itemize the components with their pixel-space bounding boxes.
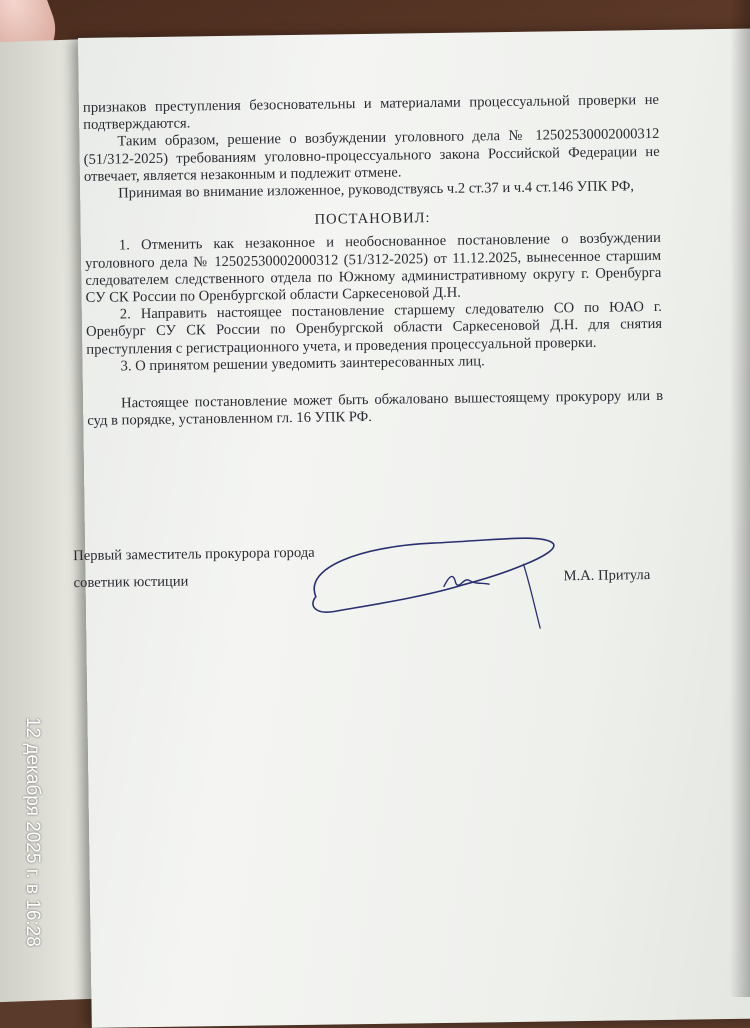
photo-timestamp: 12 декабря 2025 г. в 16:28 [22,717,43,947]
paragraph-conclusion: Таким образом, решение о возбуждении уголовного дела № 12502530002000312 (51/312-2025) требованиям уголовно-процессуального закона Российской Федерации не отвечает, является незаконным и подлежит отмене. [83,126,660,185]
appeal-paragraph: Настоящее постановление может быть обжаловано вышестоящему прокурору или в суд в порядке, установленном гл. 16 УПК РФ. [87,387,664,430]
signature-block [73,540,684,629]
page-edge-shadow [730,0,750,997]
signatory-name: М.А. Притула [563,567,651,585]
signatory-rank: советник юстиции [73,573,189,592]
resolution-heading: ПОСТАНОВИЛ: [314,210,431,228]
document-body [83,92,664,430]
resolution-item-3: 3. О принятом решении уведомить заинтересованных лиц. [120,353,485,375]
resolution-item-2: 2. Направить настоящее постановление старшему следователю СО по ЮАО г. Оренбург СУ СК России по Оренбургской области Саркесеновой Д.Н. для снятия преступления с регистрационного учета, и проведения процессуальной проверки. [85,299,663,358]
paragraph-grounds: признаков преступления безосновательны и материалами процессуальной проверки не подтверждаются. [82,91,660,134]
resolution-item-1: 1. Отменить как незаконное и необоснованное постановление о возбуждении уголовного дела № 12502530002000312 (51/312-2025) от 11.12.2025, вынесенное старшим следователем следственного отдела по Южному административному округу г. Оренбурга СУ СК России по Оренбургской области Саркесеновой Д.Н. [85,230,662,306]
document-page [73,28,750,1028]
signatory-position: Первый заместитель прокурора города [73,544,315,565]
handwritten-signature [303,523,565,637]
paragraph-basis: Принимая во внимание изложенное, руководствуясь ч.2 ст.37 и ч.4 ст.146 УПК РФ, [118,178,635,202]
